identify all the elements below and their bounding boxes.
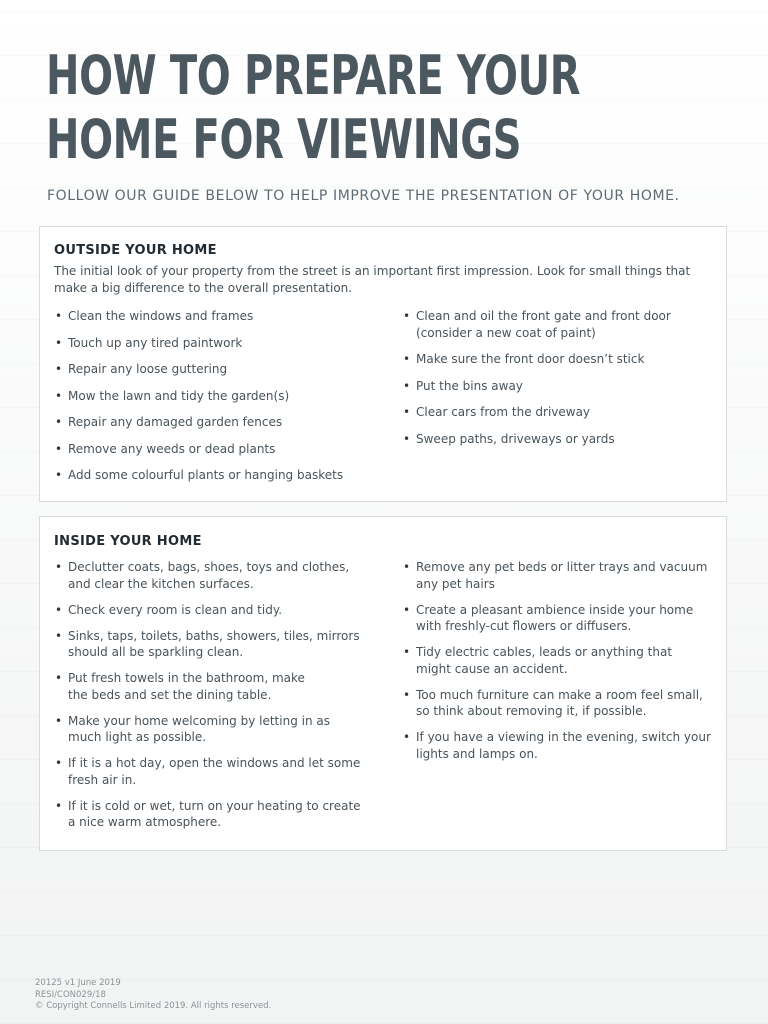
footer-reference: 20125 v1 June 2019 [35, 978, 121, 988]
outside-list-right [402, 308, 712, 457]
outside-heading: OUTSIDE YOUR HOME [54, 243, 217, 258]
list-item: • Repair any damaged garden fences [54, 414, 384, 431]
list-item: • Mow the lawn and tidy the garden(s) [54, 388, 384, 405]
inside-heading: INSIDE YOUR HOME [54, 534, 202, 549]
outside-section [39, 226, 727, 502]
footer-code: RESI/CON029/18 [35, 989, 106, 1000]
list-item: • If it is a hot day, open the windows and let some fresh air in. [54, 755, 384, 788]
list-item: • Create a pleasant ambience inside your home with freshly-cut flowers or diffusers. [402, 602, 712, 635]
footer-copyright: © Copyright Connells Limited 2019. All rights reserved. [35, 1001, 272, 1011]
footer [35, 978, 271, 1013]
list-item: • Clean and oil the front gate and front door (consider a new coat of paint) [402, 308, 712, 341]
list-item: • If it is cold or wet, turn on your heating to create a nice warm atmosphere. [54, 798, 384, 831]
list-item: • Sinks, taps, toilets, baths, showers, tiles, mirrors should all be sparkling clean. [54, 628, 384, 661]
outside-intro: The initial look of your property from the street is an important first impression. Look for small things that make a big difference to the overall presentation. [54, 264, 691, 295]
inside-section [39, 516, 727, 851]
list-item: • Put fresh towels in the bathroom, make the beds and set the dining table. [54, 670, 384, 703]
inside-list-left [54, 559, 384, 840]
list-item: • Repair any loose guttering [54, 361, 384, 378]
list-item: • Declutter coats, bags, shoes, toys and clothes, and clear the kitchen surfaces. [54, 559, 384, 592]
list-item: • Touch up any tired paintwork [54, 335, 384, 352]
list-item: • Make your home welcoming by letting in as much light as possible. [54, 713, 384, 746]
outside-list-left [54, 308, 384, 494]
list-item: • Make sure the front door doesn’t stick [402, 351, 712, 368]
list-item: • Put the bins away [402, 378, 712, 395]
page-title-line-1: HOW TO PREPARE YOUR [46, 44, 581, 107]
list-item: • Check every room is clean and tidy. [54, 602, 384, 619]
page-title [46, 44, 581, 172]
list-item: • Remove any pet beds or litter trays and vacuum any pet hairs [402, 559, 712, 592]
list-item: • Tidy electric cables, leads or anything that might cause an accident. [402, 644, 712, 677]
list-item: • If you have a viewing in the evening, switch your lights and lamps on. [402, 729, 712, 762]
list-item: • Sweep paths, driveways or yards [402, 431, 712, 448]
list-item: • Clear cars from the driveway [402, 404, 712, 421]
page-subtitle: FOLLOW OUR GUIDE BELOW TO HELP IMPROVE THE PRESENTATION OF YOUR HOME. [47, 188, 680, 204]
list-item: • Add some colourful plants or hanging baskets [54, 467, 384, 484]
list-item: • Clean the windows and frames [54, 308, 384, 325]
list-item: • Remove any weeds or dead plants [54, 441, 384, 458]
inside-list-right [402, 559, 712, 772]
page-title-line-2: HOME FOR VIEWINGS [46, 108, 522, 171]
list-item: • Too much furniture can make a room feel small, so think about removing it, if possible. [402, 687, 712, 720]
